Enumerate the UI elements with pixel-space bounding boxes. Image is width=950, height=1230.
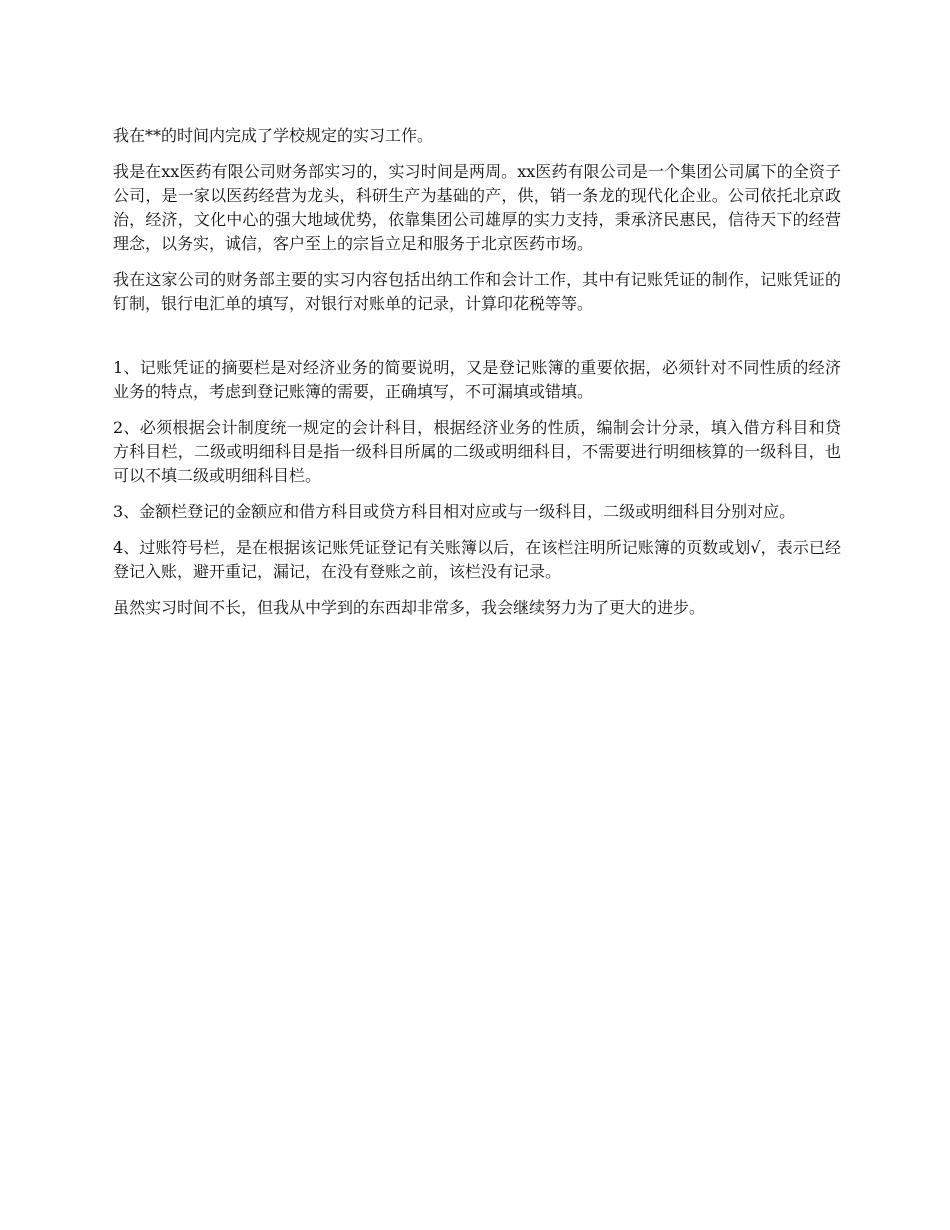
paragraph-tasks: 我在这家公司的财务部主要的实习内容包括出纳工作和会计工作，其中有记账凭证的制作，记账凭证的钉制，银行电汇单的填写，对银行对账单的记录，计算印花税等等。 (113, 270, 841, 313)
paragraph-intro: 我在**的时间内完成了学校规定的实习工作。 (113, 126, 434, 145)
paragraph-point-4: 4、过账符号栏，是在根据该记账凭证登记有关账簿以后，在该栏注明所记账簿的页数或划√，表示已经登记入账，避开重记，漏记，在没有登账之前，该栏没有记录。 (113, 538, 841, 581)
paragraph-company: 我是在xx医药有限公司财务部实习的，实习时间是两周。xx医药有限公司是一个集团公司属下的全资子公司，是一家以医药经营为龙头，科研生产为基础的产，供，销一条龙的现代化企业。公司依托北京政治，经济，文化中心的强大地域优势，依靠集团公司雄厚的实力支持，秉承济民惠民，信待天下的经营理念，以务实，诚信，客户至上的宗旨立足和服务于北京医药市场。 (113, 162, 841, 253)
paragraph-conclusion: 虽然实习时间不长，但我从中学到的东西却非常多，我会继续努力为了更大的进步。 (113, 598, 706, 617)
paragraph-point-3: 3、金额栏登记的金额应和借方科目或贷方科目相对应或与一级科目，二级或明细科目分别对应。 (113, 502, 796, 521)
document-body (113, 124, 841, 632)
paragraph-point-2: 2、必须根据会计制度统一规定的会计科目，根据经济业务的性质，编制会计分录，填入借方科目和贷方科目栏，二级或明细科目是指一级科目所属的二级或明细科目，不需要进行明细核算的一级科目，也可以不填二级或明细科目栏。 (113, 418, 841, 485)
paragraph-point-1: 1、记账凭证的摘要栏是对经济业务的简要说明，又是登记账簿的重要依据，必须针对不同性质的经济业务的特点，考虑到登记账簿的需要，正确填写，不可漏填或错填。 (113, 358, 841, 401)
